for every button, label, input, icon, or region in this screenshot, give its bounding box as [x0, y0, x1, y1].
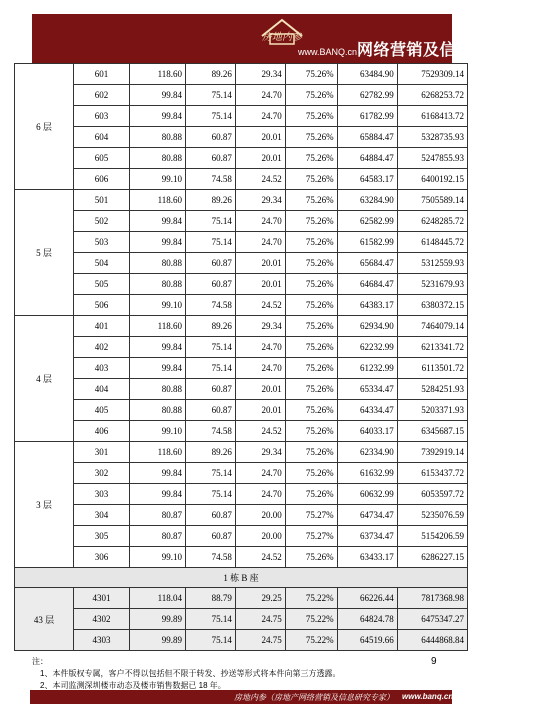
table-cell: 60.87: [186, 379, 236, 400]
table-row: [15, 463, 468, 484]
table-cell: 75.26%: [285, 211, 337, 232]
table-cell: 75.26%: [285, 169, 337, 190]
table-cell: 20.01: [235, 274, 285, 295]
table-cell: 74.58: [186, 547, 236, 568]
table-cell: 29.25: [235, 588, 285, 609]
table-row: [15, 526, 468, 547]
brand-text: [296, 37, 539, 60]
table-cell: 60.87: [186, 127, 236, 148]
table-cell: 6148445.72: [397, 232, 467, 253]
table-cell: 60.87: [186, 148, 236, 169]
table-cell: 29.34: [235, 442, 285, 463]
table-row: [15, 274, 468, 295]
floor-label: 6 层: [15, 64, 74, 190]
table-cell: 80.88: [130, 127, 186, 148]
table-cell: 75.26%: [285, 358, 337, 379]
table-cell: 20.01: [235, 400, 285, 421]
table-cell: 7529309.14: [397, 64, 467, 85]
unit-number-cell: 305: [74, 526, 130, 547]
table-cell: 24.70: [235, 484, 285, 505]
table-cell: 60.87: [186, 274, 236, 295]
table-cell: 75.26%: [285, 232, 337, 253]
logo-title: 房地内参: [262, 32, 302, 43]
table-cell: 66226.44: [337, 588, 397, 609]
table-cell: 63284.90: [337, 190, 397, 211]
table-cell: 118.60: [130, 64, 186, 85]
table-cell: 118.60: [130, 316, 186, 337]
table-body: [15, 64, 468, 651]
unit-number-cell: 604: [74, 127, 130, 148]
table-cell: 24.70: [235, 358, 285, 379]
unit-number-cell: 403: [74, 358, 130, 379]
table-cell: 74.58: [186, 295, 236, 316]
table-cell: 75.26%: [285, 379, 337, 400]
notes-label: 注：: [32, 657, 48, 666]
table-cell: 20.01: [235, 148, 285, 169]
unit-number-cell: 603: [74, 106, 130, 127]
unit-number-cell: 504: [74, 253, 130, 274]
table-cell: 75.14: [186, 337, 236, 358]
table-cell: 88.79: [186, 588, 236, 609]
table-cell: 24.70: [235, 463, 285, 484]
table-cell: 80.88: [130, 400, 186, 421]
table-cell: 75.14: [186, 484, 236, 505]
table-cell: 7505589.14: [397, 190, 467, 211]
table-cell: 24.70: [235, 85, 285, 106]
table-cell: 5154206.59: [397, 526, 467, 547]
table-cell: 6444868.84: [397, 630, 467, 651]
notes-block: [30, 656, 422, 690]
unit-number-cell: 502: [74, 211, 130, 232]
table-cell: 5247855.93: [397, 148, 467, 169]
table-cell: 75.26%: [285, 295, 337, 316]
table-cell: 75.14: [186, 232, 236, 253]
table-cell: 6248285.72: [397, 211, 467, 232]
floor-label: 3 层: [15, 442, 74, 568]
unit-number-cell: 401: [74, 316, 130, 337]
table-cell: 75.26%: [285, 190, 337, 211]
table-cell: 80.88: [130, 379, 186, 400]
table-cell: 75.26%: [285, 484, 337, 505]
table-cell: 99.84: [130, 106, 186, 127]
table-cell: 24.70: [235, 232, 285, 253]
table-cell: 75.22%: [285, 630, 337, 651]
table-cell: 6153437.72: [397, 463, 467, 484]
table-cell: 75.26%: [285, 127, 337, 148]
table-cell: 75.27%: [285, 505, 337, 526]
table-cell: 64824.78: [337, 609, 397, 630]
unit-number-cell: 402: [74, 337, 130, 358]
unit-number-cell: 302: [74, 463, 130, 484]
table-cell: 29.34: [235, 190, 285, 211]
table-cell: 64684.47: [337, 274, 397, 295]
table-cell: 20.01: [235, 379, 285, 400]
floor-label: 4 层: [15, 316, 74, 442]
table-cell: 63433.17: [337, 547, 397, 568]
table-cell: 65334.47: [337, 379, 397, 400]
table-row: [15, 232, 468, 253]
unit-number-cell: 505: [74, 274, 130, 295]
table-cell: 89.26: [186, 316, 236, 337]
table-row: [15, 379, 468, 400]
table-cell: 99.84: [130, 463, 186, 484]
unit-number-cell: 405: [74, 400, 130, 421]
table-cell: 75.26%: [285, 274, 337, 295]
unit-number-cell: 506: [74, 295, 130, 316]
floor-label: 5 层: [15, 190, 74, 316]
table-row: [15, 190, 468, 211]
table-cell: 80.87: [130, 505, 186, 526]
table-cell: 75.26%: [285, 64, 337, 85]
table-cell: 75.14: [186, 211, 236, 232]
footer-tagline: 房地内参（房地产网络营销及信息研究专家）: [234, 693, 394, 702]
table-cell: 7392919.14: [397, 442, 467, 463]
unit-number-cell: 4302: [74, 609, 130, 630]
table-row: [15, 588, 468, 609]
table-cell: 75.22%: [285, 588, 337, 609]
table-cell: 80.88: [130, 148, 186, 169]
table-cell: 20.01: [235, 253, 285, 274]
table-cell: 61232.99: [337, 358, 397, 379]
table-cell: 75.26%: [285, 253, 337, 274]
table-cell: 99.84: [130, 358, 186, 379]
table-row: [15, 609, 468, 630]
table-cell: 99.89: [130, 609, 186, 630]
table-cell: 118.60: [130, 190, 186, 211]
table-cell: 6168413.72: [397, 106, 467, 127]
table-cell: 6113501.72: [397, 358, 467, 379]
table-row: [15, 505, 468, 526]
table-cell: 20.01: [235, 127, 285, 148]
unit-number-cell: 306: [74, 547, 130, 568]
table-row: [15, 316, 468, 337]
table-row: [15, 358, 468, 379]
table-cell: 6268253.72: [397, 85, 467, 106]
table-cell: 75.26%: [285, 442, 337, 463]
table-cell: 74.58: [186, 169, 236, 190]
table-cell: 99.10: [130, 295, 186, 316]
table-row: [15, 295, 468, 316]
table-cell: 24.52: [235, 547, 285, 568]
table-cell: 24.52: [235, 295, 285, 316]
table-cell: 24.70: [235, 337, 285, 358]
table-row: [15, 127, 468, 148]
table-cell: 61582.99: [337, 232, 397, 253]
table-cell: 60.87: [186, 400, 236, 421]
table-cell: 24.70: [235, 106, 285, 127]
table-cell: 5328735.93: [397, 127, 467, 148]
table-cell: 24.52: [235, 421, 285, 442]
brand-name: 网络营销及信息研究专家: [357, 42, 539, 59]
building-label: 1 栋 B 座: [15, 568, 468, 588]
table-cell: 64734.47: [337, 505, 397, 526]
footer-bar: [30, 690, 452, 704]
table-row: [15, 400, 468, 421]
table-cell: 75.14: [186, 609, 236, 630]
table-cell: 24.70: [235, 211, 285, 232]
unit-number-cell: 404: [74, 379, 130, 400]
table-cell: 64583.17: [337, 169, 397, 190]
table-cell: 75.14: [186, 358, 236, 379]
table-cell: 65684.47: [337, 253, 397, 274]
table-cell: 63484.90: [337, 64, 397, 85]
table-row: [15, 630, 468, 651]
table-row: [15, 64, 468, 85]
floor-label: 43 层: [15, 588, 74, 651]
table-cell: 7464079.14: [397, 316, 467, 337]
table-cell: 75.26%: [285, 106, 337, 127]
table-cell: 5231679.93: [397, 274, 467, 295]
table-cell: 80.88: [130, 274, 186, 295]
table-cell: 75.26%: [285, 148, 337, 169]
unit-number-cell: 606: [74, 169, 130, 190]
table-cell: 99.84: [130, 232, 186, 253]
table-row: [15, 337, 468, 358]
unit-number-cell: 303: [74, 484, 130, 505]
table-cell: 75.14: [186, 630, 236, 651]
table-cell: 62232.99: [337, 337, 397, 358]
table-cell: 6286227.15: [397, 547, 467, 568]
table-cell: 6475347.27: [397, 609, 467, 630]
table-cell: 75.14: [186, 106, 236, 127]
table-cell: 20.00: [235, 526, 285, 547]
note-1: 1、本件版权专属，客户不得以包括但不限于转发、抄送等形式将本件向第三方透露。: [40, 669, 341, 678]
table-cell: 99.84: [130, 484, 186, 505]
table-cell: 29.34: [235, 64, 285, 85]
table-cell: 5235076.59: [397, 505, 467, 526]
unit-number-cell: 605: [74, 148, 130, 169]
table-cell: 60.87: [186, 253, 236, 274]
table-cell: 20.00: [235, 505, 285, 526]
table-cell: 75.26%: [285, 85, 337, 106]
table-cell: 64884.47: [337, 148, 397, 169]
table-cell: 62582.99: [337, 211, 397, 232]
table-row: [15, 148, 468, 169]
unit-price-table: [14, 63, 468, 651]
table-cell: 60.87: [186, 505, 236, 526]
table-cell: 75.26%: [285, 547, 337, 568]
table-cell: 75.26%: [285, 337, 337, 358]
building-header-row: [15, 568, 468, 588]
table-row: [15, 442, 468, 463]
table-row: [15, 253, 468, 274]
table-cell: 89.26: [186, 442, 236, 463]
table-row: [15, 85, 468, 106]
table-cell: 6400192.15: [397, 169, 467, 190]
table-cell: 75.26%: [285, 316, 337, 337]
unit-number-cell: 501: [74, 190, 130, 211]
table-cell: 61782.99: [337, 106, 397, 127]
table-cell: 75.26%: [285, 463, 337, 484]
table-cell: 62934.90: [337, 316, 397, 337]
table-cell: 5312559.93: [397, 253, 467, 274]
table-cell: 75.27%: [285, 526, 337, 547]
table-cell: 64383.17: [337, 295, 397, 316]
table-cell: 118.04: [130, 588, 186, 609]
table-cell: 61632.99: [337, 463, 397, 484]
table-cell: 64033.17: [337, 421, 397, 442]
table-row: [15, 106, 468, 127]
table-cell: 60632.99: [337, 484, 397, 505]
unit-number-cell: 301: [74, 442, 130, 463]
table-cell: 99.84: [130, 337, 186, 358]
table-cell: 89.26: [186, 190, 236, 211]
unit-number-cell: 406: [74, 421, 130, 442]
table-cell: 99.10: [130, 169, 186, 190]
table-cell: 64519.66: [337, 630, 397, 651]
table-cell: 60.87: [186, 526, 236, 547]
table-cell: 75.14: [186, 85, 236, 106]
table-cell: 74.58: [186, 421, 236, 442]
table-cell: 24.75: [235, 609, 285, 630]
table-cell: 75.26%: [285, 421, 337, 442]
table-cell: 24.75: [235, 630, 285, 651]
table-cell: 62334.90: [337, 442, 397, 463]
table-cell: 99.10: [130, 421, 186, 442]
table-cell: 118.60: [130, 442, 186, 463]
table-row: [15, 421, 468, 442]
unit-number-cell: 601: [74, 64, 130, 85]
table-cell: 99.10: [130, 547, 186, 568]
table-cell: 62782.99: [337, 85, 397, 106]
table-cell: 75.22%: [285, 609, 337, 630]
table-cell: 6345687.15: [397, 421, 467, 442]
table-cell: 99.84: [130, 85, 186, 106]
unit-number-cell: 4301: [74, 588, 130, 609]
table-cell: 5203371.93: [397, 400, 467, 421]
table-cell: 75.14: [186, 463, 236, 484]
table-row: [15, 211, 468, 232]
unit-number-cell: 602: [74, 85, 130, 106]
table-cell: 99.89: [130, 630, 186, 651]
table-cell: 6053597.72: [397, 484, 467, 505]
page-number: 9: [431, 656, 437, 667]
note-2: 2、本司监测深圳楼市动态及楼市销售数据已 18 年。: [40, 681, 226, 690]
table-row: [15, 547, 468, 568]
table-cell: 89.26: [186, 64, 236, 85]
table-row: [15, 169, 468, 190]
table-cell: 65884.47: [337, 127, 397, 148]
table-cell: 7817368.98: [397, 588, 467, 609]
table-cell: 24.52: [235, 169, 285, 190]
table-cell: 63734.47: [337, 526, 397, 547]
unit-number-cell: 4303: [74, 630, 130, 651]
unit-number-cell: 503: [74, 232, 130, 253]
table-cell: 6380372.15: [397, 295, 467, 316]
table-cell: 80.88: [130, 253, 186, 274]
table-cell: 6213341.72: [397, 337, 467, 358]
table-cell: 80.87: [130, 526, 186, 547]
table-cell: 75.26%: [285, 400, 337, 421]
table-row: [15, 484, 468, 505]
table-cell: 29.34: [235, 316, 285, 337]
unit-number-cell: 304: [74, 505, 130, 526]
table-cell: 5284251.93: [397, 379, 467, 400]
brand-domain: www.BANQ.cn: [298, 47, 358, 57]
table-cell: 99.84: [130, 211, 186, 232]
table-cell: 64334.47: [337, 400, 397, 421]
footer-url: www.banq.cn: [402, 692, 454, 701]
